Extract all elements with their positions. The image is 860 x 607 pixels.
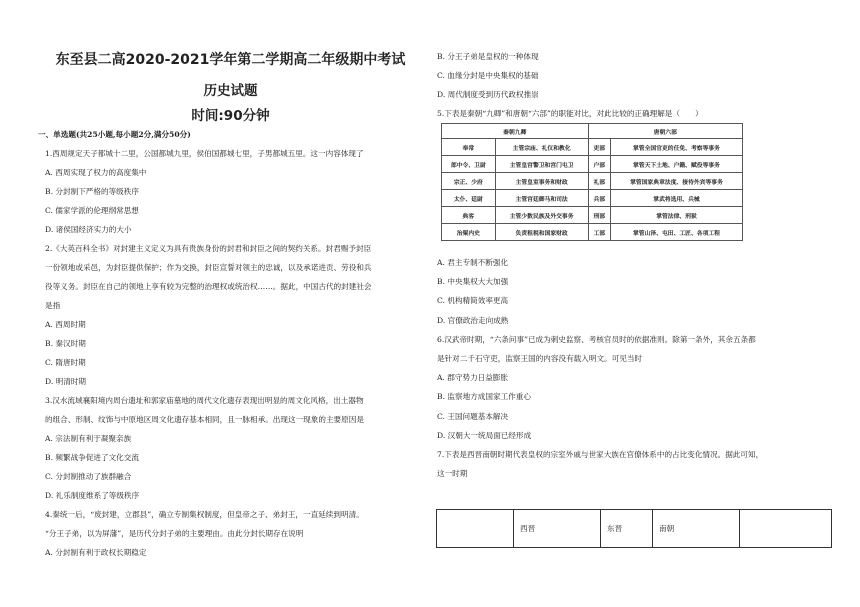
text-line: D. 诸侯国经济实力的大小 <box>45 225 132 234</box>
text-line: A. 西周实现了权力的高度集中 <box>45 168 147 177</box>
table-row <box>442 156 743 173</box>
text-line: B. 中央集权大大加强 <box>437 277 509 287</box>
table-row <box>442 190 743 207</box>
text-line: D. 明清时期 <box>45 377 87 386</box>
table-q7 <box>436 509 832 548</box>
table-cell: 东晋 <box>601 510 653 548</box>
text-line: 3.汉水流域襄阳境内周台遗址和郭家庙墓地的周代文化遗存表现出明显的周文化风格，出土器物 <box>45 396 364 405</box>
table-row <box>442 173 743 190</box>
table-cell: 治粟内史 <box>442 224 496 241</box>
table-cell: 吏部 <box>588 139 610 156</box>
exam-title: 东至县二高2020-2021学年第二学期高二年级期中考试 <box>55 52 406 68</box>
text-line: 是指 <box>45 301 61 310</box>
table-cell: 主管皇室事务和财政 <box>495 173 588 190</box>
text-line: D. 汉朝大一统局面已经形成 <box>437 430 532 440</box>
text-line: 一份领地或采邑，为封臣提供保护；作为交换，封臣宣誓对领主的忠诚，以及承诺进贡、劳役和兵 <box>45 263 372 272</box>
text-line: 6.汉武帝时期，“六条问事”已成为刺史监察、考核官员时的依据准则。除第一条外，其余五条都 <box>437 334 756 344</box>
table-cell: 兵部 <box>588 190 610 207</box>
table-cell: 户部 <box>588 156 610 173</box>
exam-time: 时间:90分钟 <box>191 108 270 124</box>
table-row <box>442 224 743 241</box>
table-row <box>442 139 743 156</box>
table-cell: 掌管全国官吏的任免、考察等事务 <box>610 139 742 156</box>
table-cell: 礼部 <box>588 173 610 190</box>
text-line: D. 官僚政治走向成熟 <box>437 315 509 325</box>
text-line: B. 秦汉时期 <box>45 339 86 348</box>
table-cell: 郎中令、卫尉 <box>442 156 496 173</box>
exam-subject: 历史试题 <box>203 83 258 99</box>
text-line: C. 血缘分封是中央集权的基础 <box>437 71 539 80</box>
text-line: 5.下表是秦朝“九卿”和唐朝“六部”的职能对比，对此比较的正确理解是（ ） <box>437 109 703 118</box>
table-cell: 刑部 <box>588 207 610 224</box>
table-cell <box>437 510 514 548</box>
table-header: 唐朝六部 <box>588 124 742 139</box>
text-line: C. 王国问题基本解决 <box>437 411 509 421</box>
text-line: C. 儒家学派的伦理纲常思想 <box>45 206 139 215</box>
table-cell: 太仆、廷尉 <box>442 190 496 207</box>
table-cell: 掌武将选用、兵械 <box>610 190 742 207</box>
table-header: 秦朝九卿 <box>442 124 589 139</box>
text-line: A. 西周时期 <box>45 320 86 329</box>
text-line: A. 君主专制不断强化 <box>437 258 509 267</box>
table-cell: 宗正、少府 <box>442 173 496 190</box>
text-line: B. 频繁战争促进了文化交流 <box>45 453 139 462</box>
table-cell: 主管少数民族及外交事务 <box>495 207 588 224</box>
table-cell <box>740 510 832 548</box>
table-cell: 掌管国家典章法度、接待外宾等事务 <box>610 173 742 190</box>
text-line: 2.《大英百科全书》对封建主义定义为具有贵族身份的封君和封臣之间的契约关系。封君赐予封臣 <box>45 244 372 253</box>
table-q5 <box>441 123 743 241</box>
table-cell: 主管宗庙、礼仪和教化 <box>495 139 588 156</box>
table-cell: 负责租税和国家财政 <box>495 224 588 241</box>
table-cell: 主管皇宫警卫和宫门屯卫 <box>495 156 588 173</box>
text-line: 1.西周规定天子都城十二里，公国都城九里，侯伯国都城七里，子男都城五里。这一内容体现了 <box>45 149 364 158</box>
text-line: B. 分王子弟是皇权的一种体现 <box>437 52 539 61</box>
table-cell: 掌管天下土地、户籍、赋役等事务 <box>610 156 742 173</box>
text-line: D. 礼乐制度维系了等级秩序 <box>45 491 140 500</box>
text-line: 7.下表是西晋南朝时期代表皇权的宗室外戚与世家大族在官僚体系中的占比变化情况。据此可知， <box>437 450 764 459</box>
table-cell: 主管宫廷御马和司法 <box>495 190 588 207</box>
table-cell: 掌管法律、刑狱 <box>610 207 742 224</box>
text-line: D. 周代制度受到历代政权推崇 <box>437 90 539 99</box>
section-heading: 一、单选题(共25小题,每小题2分,满分50分) <box>38 130 191 139</box>
text-line: B. 监察地方成国家工作重心 <box>437 392 531 402</box>
text-line: 的组合、形制、纹饰与中原地区周文化遗存基本相同，且一脉相承。出现这一现象的主要原因是 <box>45 415 364 424</box>
text-line: A. 宗法制有利于凝聚亲族 <box>45 434 132 443</box>
text-line: A. 郡守势力日益膨胀 <box>437 373 509 383</box>
table-cell: 典客 <box>442 207 496 224</box>
text-line: A. 分封制有利于政权长期稳定 <box>45 548 147 557</box>
table-cell: 奉常 <box>442 139 496 156</box>
table-cell: 西晋 <box>514 510 601 548</box>
text-line: B. 分封制下严格的等级秩序 <box>45 187 139 196</box>
text-line: C. 机构精简效率更高 <box>437 296 509 306</box>
text-line: “分王子弟，以为屏藩”，是历代分封子弟的主要理由。由此分封长期存在说明 <box>45 529 304 538</box>
table-row <box>442 207 743 224</box>
text-line: C. 分封制推动了族群融合 <box>45 472 132 481</box>
text-line: 4.秦统一后，“废封建，立郡县”，确立专制集权制度，但皇帝之子、弟封王，一直延续到明清。 <box>45 510 364 519</box>
table-cell: 南朝 <box>653 510 740 548</box>
table-cell: 掌管山泽、屯田、工匠、各项工程 <box>610 224 742 241</box>
text-line: 役等义务。封臣在自己的领地上享有较为完整的治理权或统治权……。据此，中国古代的封建社会 <box>45 282 372 291</box>
text-line: C. 隋唐时期 <box>45 358 86 367</box>
table-cell: 工部 <box>588 224 610 241</box>
text-line: 这一时期 <box>437 469 468 479</box>
text-line: 是针对二千石守吏，监察王国的内容没有载入明文。可见当时 <box>437 354 643 363</box>
